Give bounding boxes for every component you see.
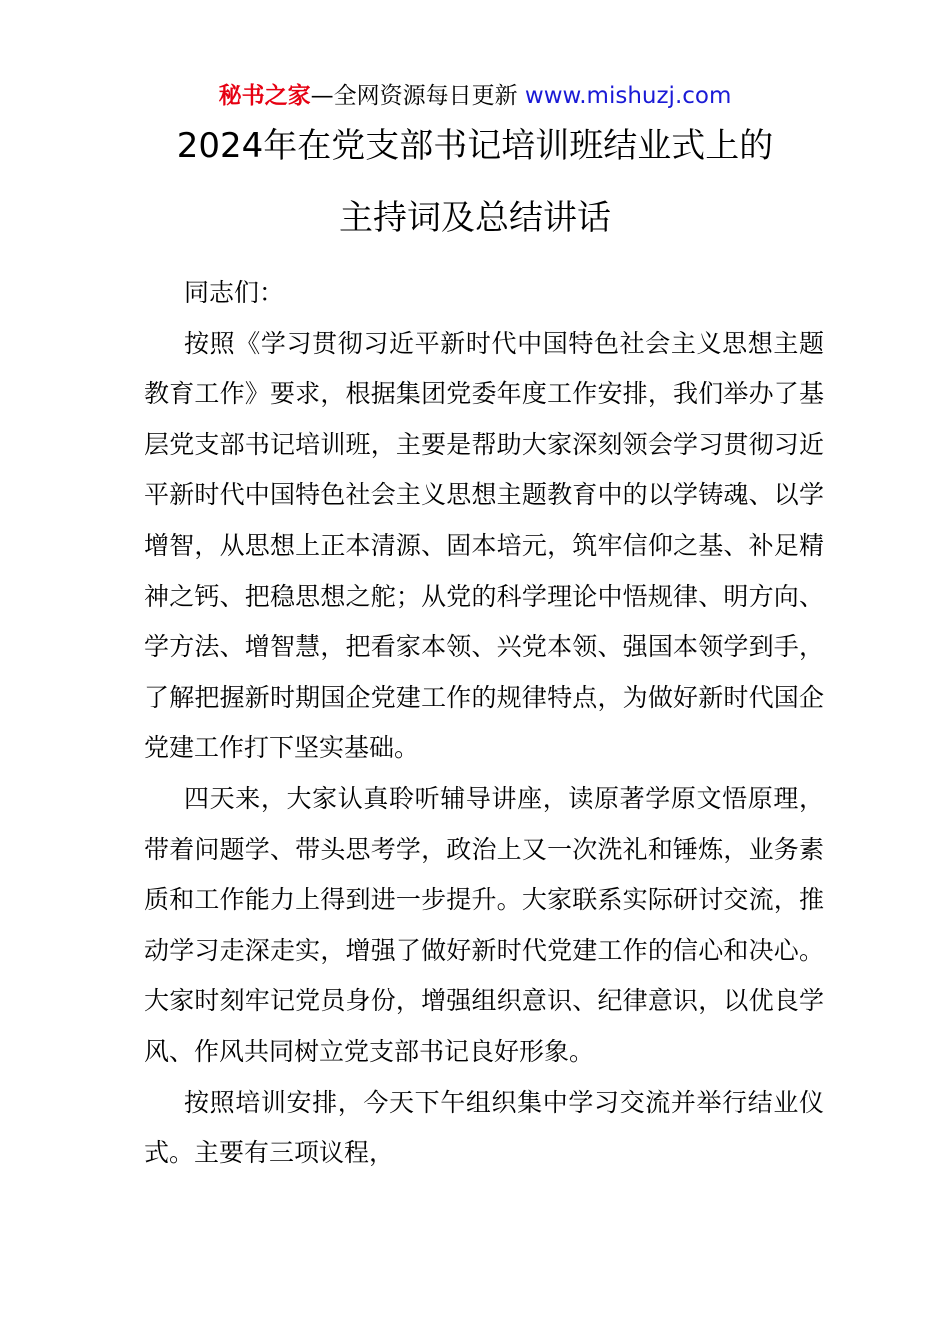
site-url-link[interactable]: www.mishuzj.com xyxy=(524,83,732,109)
paragraph-1: 按照《学习贯彻习近平新时代中国特色社会主义思想主题教育工作》要求，根据集团党委年度工作安排，我们举办了基层党支部书记培训班，主要是帮助大家深刻领会学习贯彻习近平新时代中国特色社会主义思想主题教育中的以学铸魂、以学增智，从思想上正本清源、固本培元，筑牢信仰之基、补足精神之钙、把稳思想之舵；从党的科学理论中悟规律、明方向、学方法、增智慧，把看家本领、兴党本领、强国本领学到手，了解把握新时期国企党建工作的规律特点，为做好新时代国企党建工作打下坚实基础。 xyxy=(144,328,824,763)
site-tagline: —全网资源每日更新 xyxy=(310,83,525,109)
site-header xyxy=(0,80,950,112)
paragraph-3: 按照培训安排，今天下午组织集中学习交流并举行结业仪式。主要有三项议程， xyxy=(144,1087,824,1168)
document-title-line-1: 2024年在党支部书记培训班结业式上的 xyxy=(176,126,774,166)
salutation: 同志们： xyxy=(184,278,285,307)
site-brand: 秘书之家 xyxy=(218,83,311,109)
paragraph-2: 四天来，大家认真聆听辅导讲座，读原著学原文悟原理，带着问题学、带头思考学，政治上又一次洗礼和锤炼，业务素质和工作能力上得到进一步提升。大家联系实际研讨交流，推动学习走深走实，增强了做好新时代党建工作的信心和决心。大家时刻牢记党员身份，增强组织意识、纪律意识，以优良学风、作风共同树立党支部书记良好形象。 xyxy=(144,783,824,1066)
document-body xyxy=(144,268,824,1179)
document-title-line-2: 主持词及总结讲话 xyxy=(339,198,611,238)
